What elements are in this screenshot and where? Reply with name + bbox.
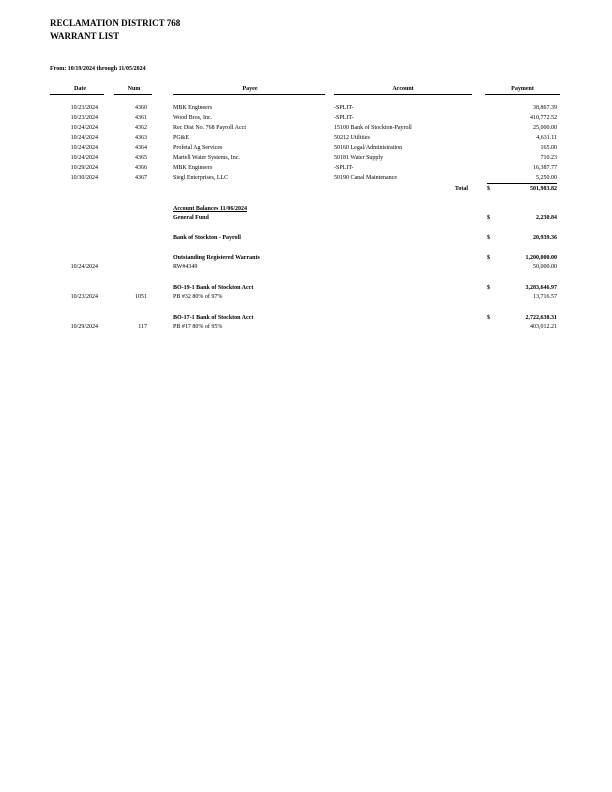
balance-dollar-sign: $: [487, 235, 490, 241]
row-date: 10/29/2024: [70, 165, 98, 171]
row-payment: 410,772.52: [530, 115, 557, 121]
row-payment: 4,631.11: [536, 135, 557, 141]
row-date: 10/24/2024: [70, 125, 98, 131]
entry-date: 10/23/2024: [70, 294, 98, 300]
report-title: RECLAMATION DISTRICT 768: [50, 18, 181, 28]
total-amount: 501,983.82: [530, 186, 557, 192]
row-payment: 25,000.00: [533, 125, 557, 131]
col-header-num-rule: [114, 94, 152, 95]
col-header-num: Num: [127, 86, 141, 92]
balance-amount: 2,722,638.31: [525, 315, 557, 321]
entry-date: 10/29/2024: [70, 324, 98, 330]
balance-label: Bank of Stockton - Payroll: [173, 235, 241, 241]
table-row: [0, 114, 612, 123]
balance-dollar-sign: $: [487, 285, 490, 291]
balance-row-bo19: [0, 284, 612, 293]
balance-row-general-fund: [0, 214, 612, 223]
col-header-payment: Payment: [511, 86, 534, 92]
balance-amount: 1,200,000.00: [525, 255, 557, 261]
row-account: 50181 Water Supply: [334, 155, 384, 161]
row-payment: 710.23: [540, 155, 557, 161]
report-subtitle: WARRANT LIST: [50, 31, 120, 41]
balance-label: Outstanding Registered Warrants: [173, 255, 260, 261]
row-num: 4365: [135, 155, 147, 161]
balance-dollar-sign: $: [487, 215, 490, 221]
row-payment: 16,387.77: [533, 165, 557, 171]
row-num: 4362: [135, 125, 147, 131]
row-account: -SPLIT-: [334, 115, 354, 121]
row-num: 4363: [135, 135, 147, 141]
balance-label: BO-17-1 Bank of Stockton Acct: [173, 315, 254, 321]
row-num: 4364: [135, 145, 147, 151]
balance-entry-bo17: [0, 323, 612, 332]
row-date: 10/30/2024: [70, 175, 98, 181]
total-dollar-sign: $: [487, 186, 490, 192]
row-payee: Rec Dist No. 768 Payroll Acct: [173, 125, 246, 131]
row-payee: MBK Engineers: [173, 165, 213, 171]
entry-amount: 13,716.57: [533, 294, 557, 300]
row-num: 4361: [135, 115, 147, 121]
row-payee: Profetal Ag Services: [173, 145, 223, 151]
col-header-account-rule: [334, 94, 472, 95]
row-payment: 165.00: [540, 145, 557, 151]
total-label: Total: [454, 186, 468, 192]
balance-label: General Fund: [173, 215, 209, 221]
col-header-date: Date: [74, 86, 86, 92]
entry-payee: PB #17 80% of 95%: [173, 324, 223, 330]
balances-heading-row: [0, 205, 612, 214]
balance-row-bo17: [0, 314, 612, 323]
total-rule: [487, 183, 557, 184]
col-header-payment-rule: [485, 94, 560, 95]
col-header-account: Account: [392, 86, 414, 92]
balance-amount: 20,939.36: [533, 235, 557, 241]
table-row: [0, 134, 612, 143]
table-row: [0, 124, 612, 133]
entry-num: 1051: [135, 294, 147, 300]
table-row: [0, 174, 612, 183]
col-header-date-rule: [50, 94, 104, 95]
balance-dollar-sign: $: [487, 315, 490, 321]
row-payment: 38,867.39: [533, 105, 557, 111]
table-row: [0, 144, 612, 153]
entry-date: 10/24/2024: [70, 264, 98, 270]
row-account: -SPLIT-: [334, 165, 354, 171]
balance-label: BO-19-1 Bank of Stockton Acct: [173, 285, 254, 291]
entry-payee: PB #32 80% of 97%: [173, 294, 223, 300]
balance-amount: 2,230.84: [536, 215, 557, 221]
row-payee: MBK Engineers: [173, 105, 213, 111]
row-payee: Siegl Enterprises, LLC: [173, 175, 229, 181]
balance-dollar-sign: $: [487, 255, 490, 261]
entry-num: 117: [138, 324, 147, 330]
total-row: [0, 185, 612, 194]
balance-entry-bo19: [0, 293, 612, 302]
col-header-payee-rule: [173, 94, 325, 95]
row-date: 10/24/2024: [70, 135, 98, 141]
row-account: 15100 Bank of Stockton-Payroll: [334, 125, 412, 131]
row-payee: Wood Bros, Inc.: [173, 115, 213, 121]
balances-heading: Account Balances 11/06/2024: [173, 206, 248, 212]
row-date: 10/24/2024: [70, 155, 98, 161]
row-account: 50160 Legal/Administration: [334, 145, 403, 151]
report-period: From: 10/19/2024 through 11/05/2024: [50, 66, 146, 72]
table-row: [0, 104, 612, 113]
col-header-payee: Payee: [242, 86, 258, 92]
balance-amount: 3,283,646.97: [525, 285, 557, 291]
table-row: [0, 154, 612, 163]
row-num: 4366: [135, 165, 147, 171]
row-payment: 5,250.00: [536, 175, 557, 181]
entry-payee: RW#4349: [173, 264, 198, 270]
row-num: 4367: [135, 175, 147, 181]
row-date: 10/23/2024: [70, 115, 98, 121]
balance-entry-outstanding: [0, 263, 612, 272]
row-date: 10/24/2024: [70, 145, 98, 151]
entry-amount: 403,012.21: [530, 324, 557, 330]
row-payee: Martell Water Systems, Inc.: [173, 155, 240, 161]
row-account: 50212 Utilities: [334, 135, 370, 141]
balance-row-outstanding: [0, 254, 612, 263]
entry-amount: 50,000.00: [533, 264, 557, 270]
row-payee: PG&E: [173, 135, 190, 141]
row-date: 10/23/2024: [70, 105, 98, 111]
table-row: [0, 164, 612, 173]
row-account: 50190 Canal Maintenance: [334, 175, 397, 181]
row-account: -SPLIT-: [334, 105, 354, 111]
balance-row-payroll: [0, 234, 612, 243]
row-num: 4360: [135, 105, 147, 111]
